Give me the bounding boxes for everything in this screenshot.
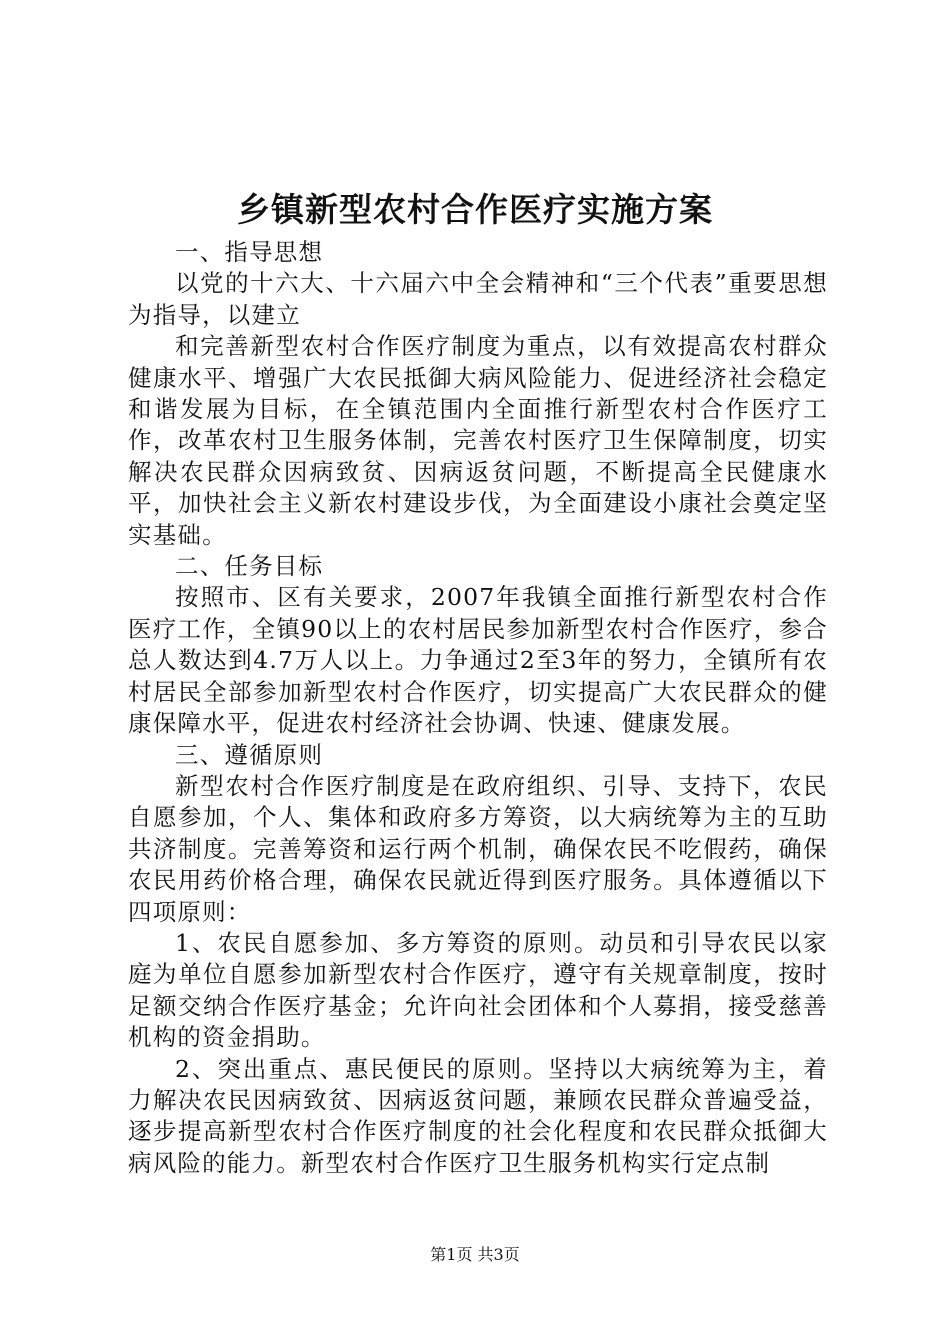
page-number-footer: 第1页 共3页	[430, 1245, 520, 1264]
paragraph-principle-1: 1、农民自愿参加、多方筹资的原则。动员和引导农民以家庭为单位自愿参加新型农村合作医疗，遵守有关规章制度，按时足额交纳合作医疗基金；允许向社会团体和个人募捐，接受慈善机构的资金捐助。	[128, 928, 828, 1052]
document-body	[128, 237, 828, 1179]
paragraph-principles: 新型农村合作医疗制度是在政府组织、引导、支持下，农民自愿参加，个人、集体和政府多方筹资，以大病统筹为主的互助共济制度。完善筹资和运行两个机制，确保农民不吃假药，确保农民用药价格合理，确保农民就近得到医疗服务。具体遵循以下四项原则：	[128, 771, 828, 926]
section-heading-principles: 三、遵循原则	[175, 740, 324, 769]
paragraph-guiding-ideology-continued: 和完善新型农村合作医疗制度为重点，以有效提高农村群众健康水平、增强广大农民抵御大病风险能力、促进经济社会稳定和谐发展为目标，在全镇范围内全面推行新型农村合作医疗工作，改革农村卫生服务体制，完善农村医疗卫生保障制度，切实解决农民群众因病致贫、因病返贫问题，不断提高全民健康水平，加快社会主义新农村建设步伐，为全面建设小康社会奠定坚实基础。	[128, 332, 828, 549]
paragraph-task-goals: 按照市、区有关要求，2007年我镇全面推行新型农村合作医疗工作，全镇90以上的农村居民参加新型农村合作医疗，参合总人数达到4.7万人以上。力争通过2至3年的努力，全镇所有农村居民全部参加新型农村合作医疗，切实提高广大农民群众的健康保障水平，促进农村经济社会协调、快速、健康发展。	[128, 583, 828, 738]
document-title: 乡镇新型农村合作医疗实施方案	[237, 190, 713, 229]
paragraph-principle-2: 2、突出重点、惠民便民的原则。坚持以大病统筹为主，着力解决农民因病致贫、因病返贫问题，兼顾农民群众普遍受益，逐步提高新型农村合作医疗制度的社会化程度和农民群众抵御大病风险的能力。新型农村合作医疗卫生服务机构实行定点制	[128, 1054, 828, 1177]
section-heading-task-goals: 二、任务目标	[175, 552, 324, 581]
section-heading-guiding-ideology: 一、指导思想	[175, 238, 324, 266]
paragraph-guiding-ideology: 以党的十六大、十六届六中全会精神和“三个代表”重要思想为指导，以建立	[128, 269, 828, 329]
